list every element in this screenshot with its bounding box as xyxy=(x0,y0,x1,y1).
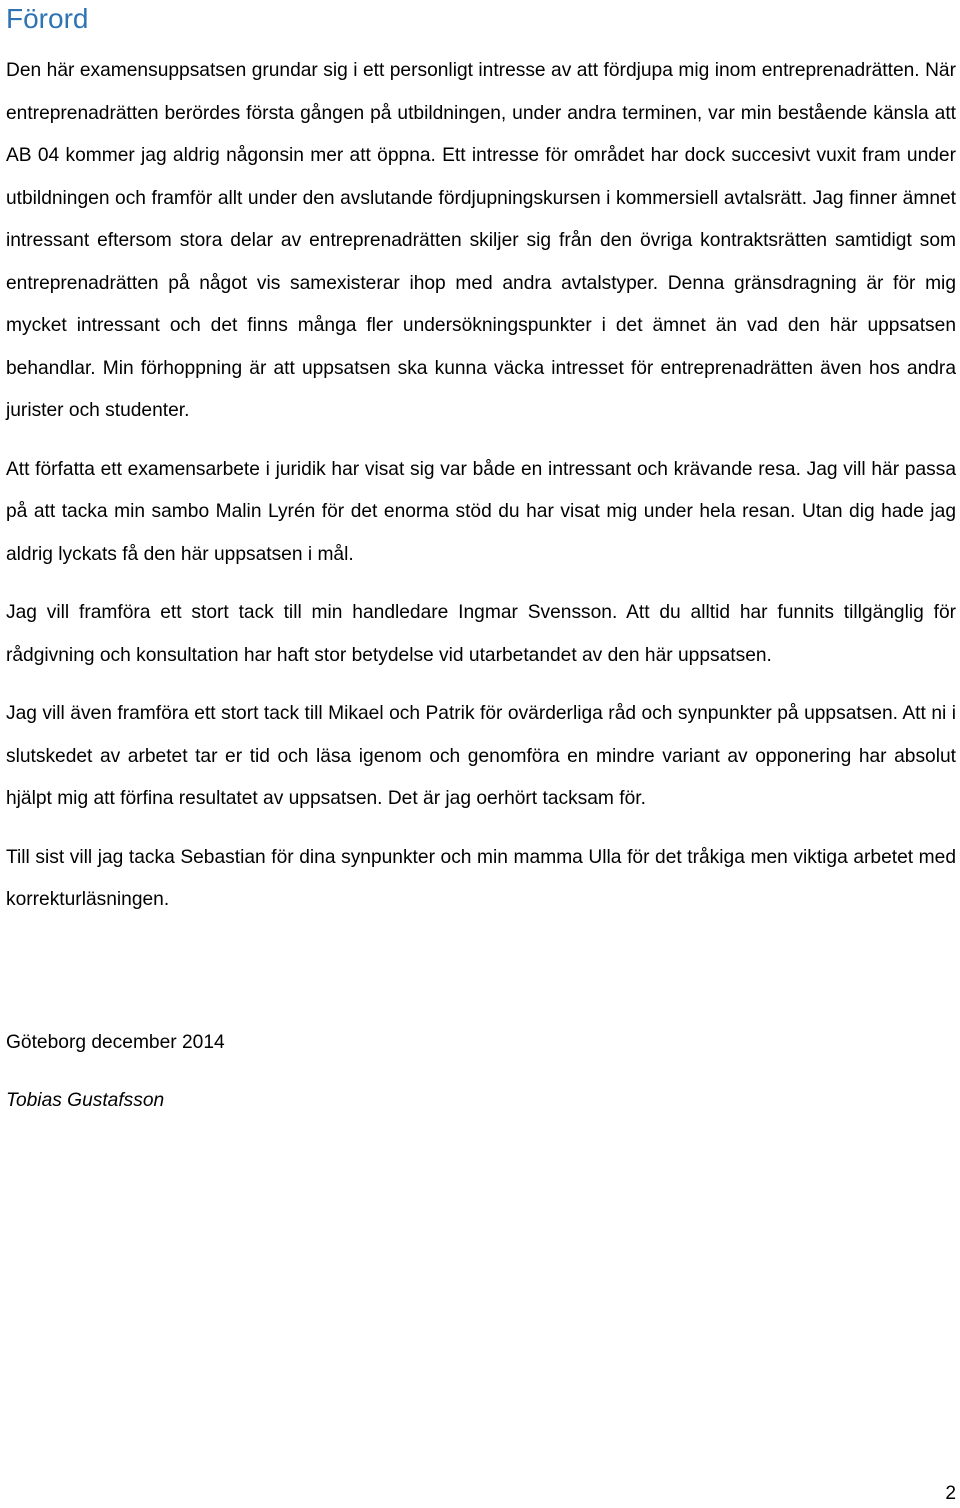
author-name: Tobias Gustafsson xyxy=(6,1090,165,1111)
document-page xyxy=(6,0,956,1123)
page-title: Förord xyxy=(6,3,89,34)
paragraph-thanks-reviewers: Jag vill även framföra ett stort tack till Mikael och Patrik för ovärderliga råd och synpunkter på uppsatsen. Att ni i slutskedet av arbetet tar er tid och läsa igenom och genomföra en mindre variant av opponering har absolut hjälpt mig att förfina resultatet av uppsatsen. Det är jag oerhört tacksam för. xyxy=(6,703,956,809)
paragraph-intro: Den här examensuppsatsen grundar sig i ett personligt intresse av att fördjupa mig inom entreprenadrätten. När entreprenadrätten berördes första gången på utbildningen, under andra terminen, var min bestående känsla att AB 04 kommer jag aldrig någonsin mer att öppna. Ett intresse för området har dock succesivt vuxit fram under utbildningen och framför allt under den avslutande fördjupningskursen i kommersiell avtalsrätt. Jag finner ämnet intressant eftersom stora delar av entreprenadrätten skiljer sig från den övriga kontraktsrätten samtidigt som entreprenadrätten på något vis samexisterar ihop med andra avtalstyper. Denna gränsdragning är för mig mycket intressant och det finns många fler undersökningspunkter i det ämnet än vad den här uppsatsen behandlar. Min förhoppning är att uppsatsen ska kunna väcka intresset för entreprenadrätten även hos andra jurister och studenter. xyxy=(6,60,956,421)
place-and-date: Göteborg december 2014 xyxy=(6,1031,225,1053)
paragraph-thanks-partner: Att författa ett examensarbete i juridik har visat sig var både en intressant och krävande resa. Jag vill här passa på att tacka min sambo Malin Lyrén för det enorma stöd du har visat mig under hela resan. Utan dig hade jag aldrig lyckats få den här uppsatsen i mål. xyxy=(6,458,956,565)
page-number: 2 xyxy=(945,1483,956,1504)
paragraph-thanks-supervisor: Jag vill framföra ett stort tack till min handledare Ingmar Svensson. Att du alltid har funnits tillgänglig för rådgivning och konsultation har haft stor betydelse vid utarbetandet av den här uppsatsen. xyxy=(6,602,956,666)
paragraph-thanks-proofreading: Till sist vill jag tacka Sebastian för dina synpunkter och min mamma Ulla för det tråkiga men viktiga arbetet med korrekturläsningen. xyxy=(6,846,956,910)
